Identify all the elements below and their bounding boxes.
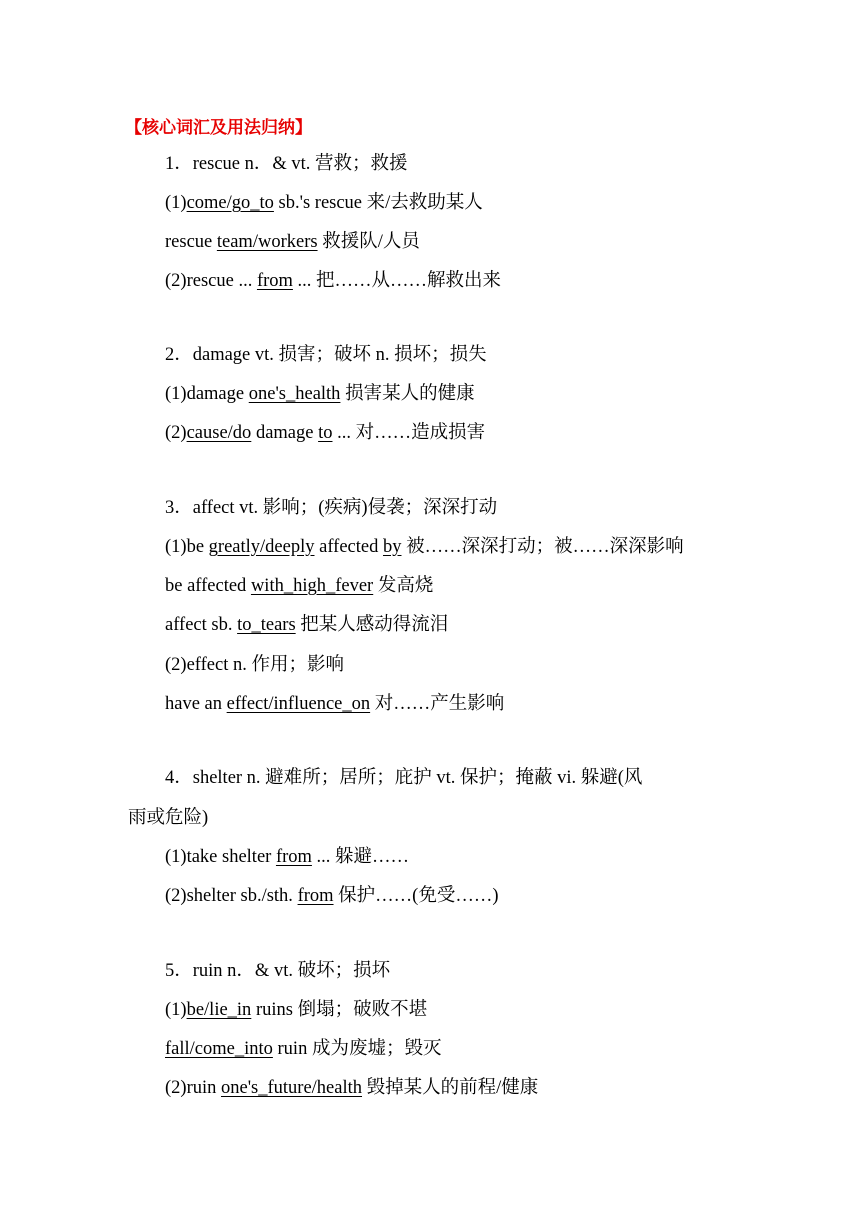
- entry-heading: 4．shelter n. 避难所；居所；庇护 vt. 保护；掩蔽 vi. 躲避(风: [165, 768, 643, 788]
- entry-heading-wrap: 雨或危险): [128, 808, 209, 828]
- answer-blank: from: [275, 847, 312, 867]
- answer-blank: from: [256, 271, 293, 291]
- entry-line: (1)be greatly/deeply affected by 被……深深打动；被……深深影响: [165, 537, 684, 557]
- answer-blank: by: [382, 537, 402, 557]
- entry-line: (1)damage one's_health 损害某人的健康: [165, 384, 475, 404]
- answer-blank: effect/influence_on: [226, 694, 371, 714]
- entry-line: (1)come/go_to sb.'s rescue 来/去救助某人: [165, 193, 483, 213]
- entry-line: rescue team/workers 救援队/人员: [165, 232, 420, 252]
- entry-line: have an effect/influence_on 对……产生影响: [165, 694, 505, 714]
- entry-heading: 5．ruin n．& vt. 破坏；损坏: [165, 961, 391, 981]
- answer-blank: team/workers: [216, 232, 318, 252]
- entry-line: be affected with_high_fever 发高烧: [165, 576, 434, 596]
- entry-heading: 2．damage vt. 损害；破坏 n. 损坏；损失: [165, 345, 487, 365]
- entry-line: (2)rescue ... from ... 把……从……解救出来: [165, 271, 502, 291]
- answer-blank: with_high_fever: [250, 576, 374, 596]
- entry-line: (2)ruin one's_future/health 毁掉某人的前程/健康: [165, 1078, 539, 1098]
- entry-line: affect sb. to_tears 把某人感动得流泪: [165, 615, 449, 635]
- entry-heading: 1．rescue n．& vt. 营救；救援: [165, 154, 408, 174]
- entry-line: fall/come_into ruin 成为废墟；毁灭: [165, 1039, 442, 1059]
- answer-blank: one's_future/health: [221, 1078, 363, 1098]
- entry-line: (1)be/lie_in ruins 倒塌；破败不堪: [165, 1000, 428, 1020]
- answer-blank: be/lie_in: [186, 1000, 252, 1020]
- entry-line: (2)cause/do damage to ... 对……造成损害: [165, 423, 486, 443]
- answer-blank: from: [297, 886, 334, 906]
- entry-heading: 3．affect vt. 影响；(疾病)侵袭；深深打动: [165, 498, 498, 518]
- answer-blank: one's_health: [248, 384, 341, 404]
- entry-line: (1)take shelter from ... 躲避……: [165, 847, 410, 867]
- answer-blank: cause/do: [186, 423, 252, 443]
- answer-blank: come/go_to: [186, 193, 274, 213]
- section-title: 【核心词汇及用法归纳】: [125, 118, 312, 138]
- answer-blank: greatly/deeply: [208, 537, 315, 557]
- entry-line: (2)effect n. 作用；影响: [165, 655, 344, 675]
- entry-line: (2)shelter sb./sth. from 保护……(免受……): [165, 886, 499, 906]
- answer-blank: fall/come_into: [165, 1039, 273, 1059]
- answer-blank: to: [318, 423, 333, 443]
- answer-blank: to_tears: [237, 615, 296, 635]
